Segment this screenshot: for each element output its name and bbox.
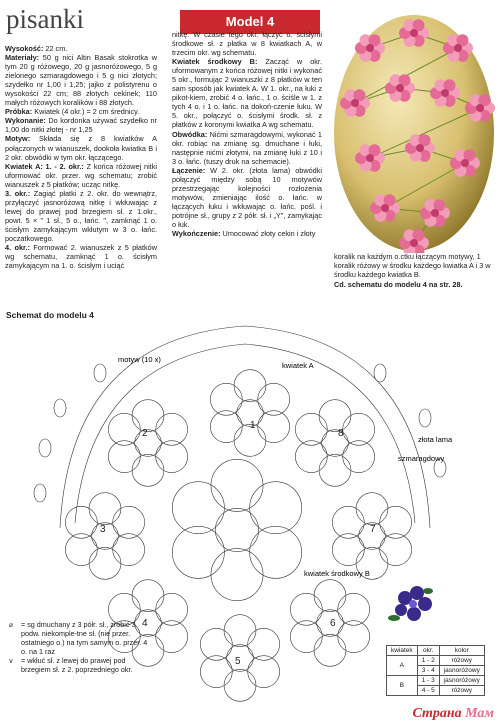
table-header: okr. (417, 646, 439, 656)
flower-number-7: 7 (370, 524, 376, 535)
flower-number-8: 8 (338, 428, 344, 439)
model-tag: Model 4 (180, 10, 320, 34)
paragraph: Kwiatek środkowy B: Zacząć w okr. uformowanym z końca różowej nitki i wykonać 5 okr., formując 2 wianuszki z 8 płatków w ten sam sposób jak kwiatek A. W 1. okr., na łuki z pikot-kiem, zrobić 4 o. łańc., 1 o. ściśle w 1. z tych 4 o. i 1 o. łańc. na dokoń-czenie łuku. W 5. okr., połączyć o. ścisłymi środk. sł. z płatków z koronymi kwiatka A wg schematu. (172, 57, 322, 130)
flower-number-5: 5 (235, 656, 241, 667)
paragraph: Wykończenie: Umocować złoty cekin i złoty (172, 229, 316, 239)
motyw-label: motyw (10 x) (118, 355, 161, 364)
color-table (386, 645, 485, 696)
paragraph: Obwódka: Nićmi szmaragdowymi, wykonać 1 okr. robiąc na zmianę sg. dmuchane i łuki, następnie nićmi złotymi, na zmianę łuki z 10 i 3 o. łańc. (tuszy druk na schemacie). (172, 129, 322, 166)
symbol-legend (5, 621, 155, 674)
paragraph: Motyw: Składa się z 8 kwiatków A połączonych w wianuszek, dookoła kwiatka B i 2 okr. obwódki w tym okr. łączącego. (5, 134, 157, 162)
instructions-column-2 (172, 30, 322, 305)
table-header: kwiatek (387, 646, 418, 656)
easter-egg-photo (330, 3, 498, 253)
legend-symbol-icon: ∨ (8, 655, 14, 665)
legend-row: ⌀ = sg dmuchany z 3 półr. sł., zrobić 3 podw. niekomple-tne sł. (nie przer. ostatniego o.) na tym samym o. przer. 4 o. na 1 raz (5, 621, 155, 657)
instructions-column-3 (334, 252, 496, 289)
paragraph: Wykonanie: Do kordonka używać szydełko nr 1,00 do nitki złotej - nr 1,25 (5, 116, 157, 135)
flower-number-3: 3 (100, 524, 106, 535)
diagram-title: Schemat do modelu 4 (6, 310, 94, 320)
table-row: 4 - 5 różowy (387, 686, 485, 696)
paragraph: koralik na każdym o.ctku łączącym motywy, 1 koralik różowy w środku każdego kwiatka A i 3 w środku każdego kwiatka B. (334, 252, 491, 280)
flower-number-1: 1 (250, 420, 256, 431)
paragraph: Łączenie: W 2. okr. (złota lama) obwódki połączyć między sobą 10 motywów przestrzegając kolejności rozłożenia motywów, zmieniając ilość o. łańc. w łączących łuku i wkłuwając o. łańc. pośl. i potrójne sł., grupy z 2 półr. sł. i „Y", zamykając o łuk. (172, 165, 322, 229)
flower-photo (388, 586, 433, 621)
legend-row: ∨ = wkłuć sł. z lewej do prawej pod brzegiem sł. z 2. poprzedniego okr. (5, 657, 155, 675)
paragraph: Cd. schematu do modelu 4 na str. 28. (334, 279, 463, 289)
table-row: 3 - 4 jasnoróżowy (387, 666, 485, 676)
paragraph: Materiały: 50 g nici Altin Basak stokrotka w tym 20 g różowego, 20 g jasnoróżowego, 5 g zielonego szmaragdowego i 5 g nici złotych; szydełko nr 1,00 i 1,25; jajko z polistyrenu o wysokości 22 cm; 88 złotych cekinek; 110 małych różowych koralików i 88 złotych. (5, 53, 157, 108)
flower-number-6: 6 (330, 618, 336, 629)
instructions-column-1 (5, 44, 157, 299)
page-title: pisanki (6, 4, 84, 34)
flower-number-4: 4 (142, 618, 148, 629)
kwiatek-a-label: kwiatek A (282, 361, 314, 370)
paragraph: 3. okr.: Zagiąć płatki z 2. okr. do wewnątrz, przyłączyć jasnoróżową nitkę i wkłuwając z lewej do prawej pod brzegiem sł. z 1.okr., powt. 5 × " 1 sł., 5 o., łańc. ", zamknąć 1 o. ścisłym zamykającym wkłutym w 3 o. łańc. poczatkowego. (5, 188, 157, 243)
watermark: Страна Мам (412, 706, 494, 721)
paragraph: Kwiatek A: 1. - 2. okr.: Z końca różowej nitki uformować okr. przer. wg schematu; zrobić wianuszek z 5 płatków; ucząc nitkę. (5, 161, 157, 189)
szmaragdowy-label: szmaragdowy (398, 454, 445, 463)
table-row: B 1 - 3 jasnoróżowy (387, 676, 485, 686)
table-row: A 1 - 2 różowy (387, 656, 485, 666)
paragraph: 4. okr.: Formować 2. wianuszek z 5 płatków wg schematu, zamknąć 1 o. ścisłym zamykającym na 1. o. ścisłym i uciąć (5, 243, 157, 271)
table-header: kolor (439, 646, 484, 656)
paragraph: Wysokość: 22 cm. (5, 44, 68, 53)
paragraph: Próbka: Kwiatek (4 okr.) = 2 cm średnicy. (5, 107, 140, 117)
flower-number-2: 2 (142, 428, 148, 439)
kwiatek-srodkowy-label: kwiatek środkowy B (304, 569, 370, 578)
zlota-lama-label: złota lama (418, 435, 453, 444)
legend-symbol-icon: ⌀ (8, 620, 14, 629)
paragraph: nitkę. W czasie tego okr. łączyć o. ścisłymi środkowe sł. z płatka w 8 kwiatkach A, w trzecim okr. wg schematu. (172, 30, 322, 58)
